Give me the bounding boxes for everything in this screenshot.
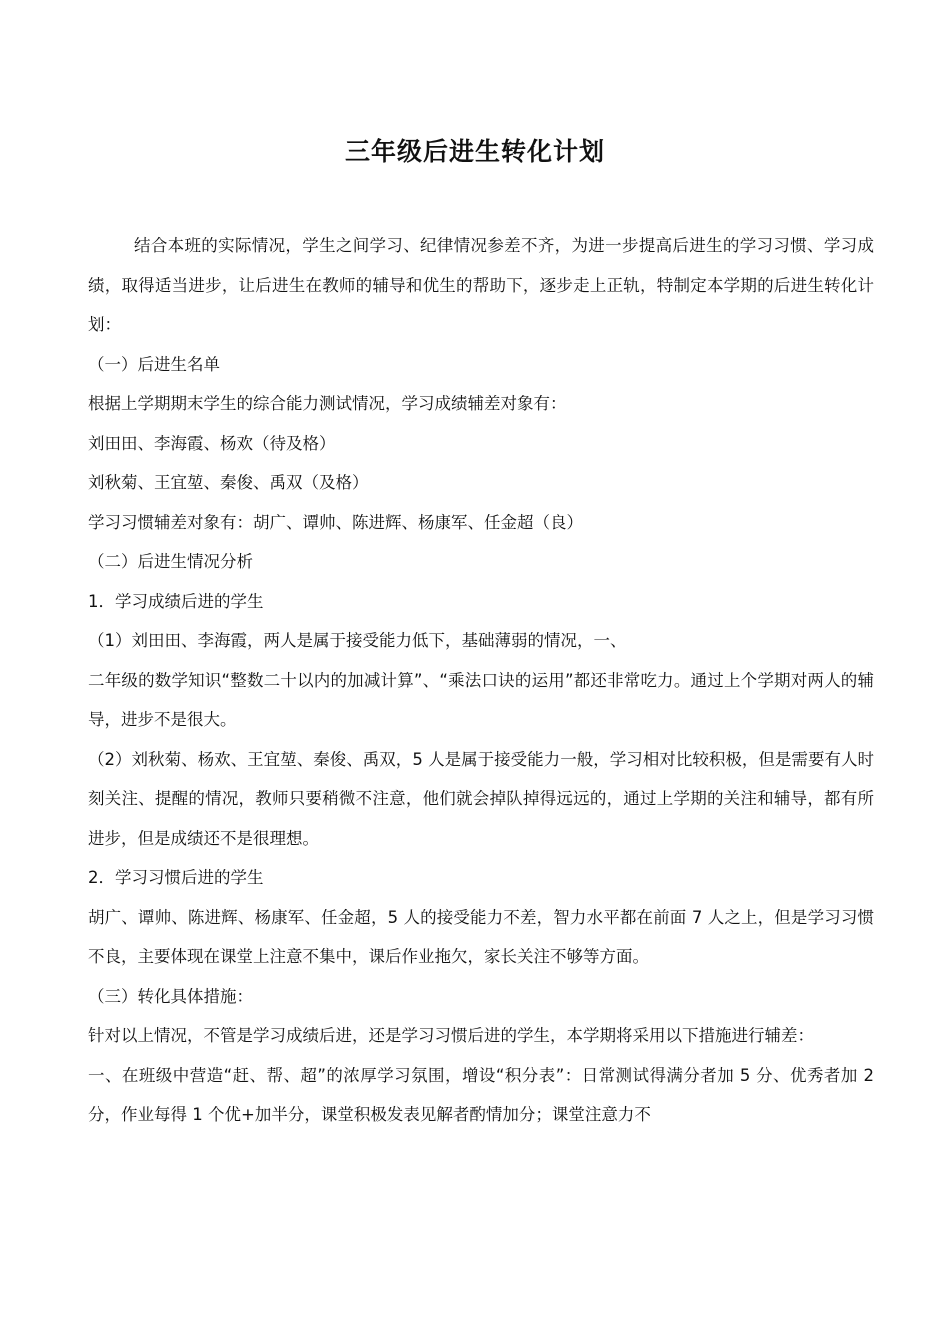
subheading: 1．学习成绩后进的学生 — [88, 591, 264, 611]
paragraph: 刘田田、李海霞、杨欢（待及格） — [88, 433, 336, 453]
paragraph: 胡广、谭帅、陈进辉、杨康军、任金超，5 人的接受能力不差，智力水平都在前面 7 人之上，但是学习习惯不良，主要体现在课堂上注意不集中，课后作业拖欠，家长关注不够等方面。 — [88, 907, 874, 966]
paragraph: （2）刘秋菊、杨欢、王宜堃、秦俊、禹双，5 人是属于接受能力一般，学习相对比较积极，但是需要有人时刻关注、提醒的情况，教师只要稍微不注意，他们就会掉队掉得远远的，通过上学期的关注和辅导，都有所进步，但是成绩还不是很理想。 — [88, 749, 874, 848]
paragraph: 学习习惯辅差对象有：胡广、谭帅、陈进辉、杨康军、任金超（良） — [88, 512, 583, 532]
document-title: 三年级后进生转化计划 — [344, 137, 605, 166]
intro-paragraph: 结合本班的实际情况，学生之间学习、纪律情况参差不齐，为进一步提高后进生的学习习惯、学习成绩，取得适当进步，让后进生在教师的辅导和优生的帮助下，逐步走上正轨，特制定本学期的后进生转化计划： — [88, 236, 874, 334]
section-heading-3: （三）转化具体措施： — [88, 986, 253, 1006]
paragraph: 针对以上情况，不管是学习成绩后进，还是学习习惯后进的学生，本学期将采用以下措施进行辅差： — [88, 1026, 814, 1045]
subheading: 2．学习习惯后进的学生 — [88, 868, 264, 887]
paragraph: 一、在班级中营造“赶、帮、超”的浓厚学习氛围，增设“积分表”：日常测试得满分者加 5 分、优秀者加 2 分，作业每得 1 个优+加半分，课堂积极发表见解者酌情加分；课堂注意力不 — [88, 1065, 874, 1124]
paragraph: （1）刘田田、李海霞，两人是属于接受能力低下，基础薄弱的情况，一、 — [88, 631, 627, 650]
section-heading-1: （一）后进生名单 — [88, 354, 220, 374]
section-heading-2: （二）后进生情况分析 — [88, 552, 253, 571]
paragraph: 二年级的数学知识“整数二十以内的加减计算”、“乘法口诀的运用”都还非常吃力。通过上个学期对两人的辅导，进步不是很大。 — [88, 670, 874, 729]
paragraph: 刘秋菊、王宜堃、秦俊、禹双（及格） — [88, 473, 369, 492]
paragraph: 根据上学期期末学生的综合能力测试情况，学习成绩辅差对象有： — [88, 394, 567, 413]
document-body — [88, 226, 874, 1135]
